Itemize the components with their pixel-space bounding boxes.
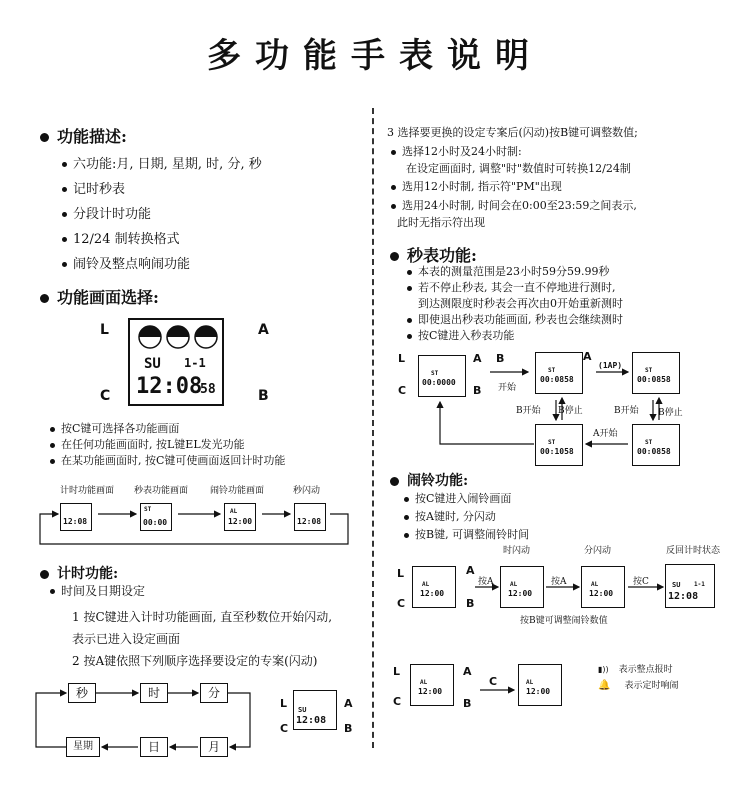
flow-label: 计时功能画面	[60, 486, 115, 496]
cycle-box-month: 月	[200, 737, 228, 757]
alarm-lcd: AL 12:00	[412, 566, 456, 608]
lcd-time: 12:08	[136, 374, 203, 399]
flow-label: 闹铃功能画面	[210, 486, 265, 496]
screen-select-notes	[50, 421, 285, 469]
mini-lcd: AL 12:00	[224, 503, 256, 531]
stopwatch-lcd-start: ST 00:0000	[418, 355, 466, 397]
start-label: 开始	[498, 383, 517, 393]
stopwatch-lcd-running: ST 00:0858	[535, 352, 583, 394]
cycle-box-hour: 时	[140, 683, 168, 703]
alarm-legend: 🔔 表示定时响闹	[598, 680, 679, 691]
list-item: 按C键进入秒表功能	[407, 328, 623, 344]
mini-lcd: SU 12:08	[293, 690, 337, 730]
button-c-label: C	[100, 388, 111, 404]
button-a-label: A	[473, 352, 482, 365]
list-item: 本表的测量范围是23小时59分59.99秒	[407, 264, 623, 280]
stage-label: 分闪动	[584, 546, 612, 556]
timing-heading: 计时功能:	[40, 563, 118, 583]
button-c-label: C	[489, 675, 498, 688]
chime-icon: ▮))	[598, 665, 609, 674]
list-item: 六功能:月, 日期, 星期, 时, 分, 秒	[62, 152, 262, 177]
stopwatch-arrows-icon	[400, 350, 700, 470]
list-item: 分段计时功能	[62, 202, 262, 227]
stage-label: 反回计时状态	[666, 546, 721, 556]
b-start-label: B开始	[614, 406, 639, 416]
button-b-label: B	[496, 352, 505, 365]
button-c-label: C	[393, 695, 402, 708]
alarm-lcd-off: AL 12:00	[410, 664, 454, 706]
setting-line: 此时无指示符出现	[397, 216, 485, 229]
features-heading: 功能描述:	[40, 124, 127, 147]
setting-line: 在设定画面时, 调整"时"数值时可转换12/24制	[406, 162, 631, 175]
press-a-label: 按A	[478, 577, 494, 587]
button-a-label: A	[583, 350, 592, 363]
list-item: 选用24小时制, 时间会在0:00至23:59之间表示,	[391, 197, 637, 213]
flow-arrows-icon	[40, 500, 370, 550]
mini-lcd: 12:08	[60, 503, 92, 531]
watch-lcd	[128, 318, 224, 406]
alarm-list	[404, 490, 529, 544]
alarm-arrows-icon	[440, 570, 720, 610]
alarm-lcd-on: AL 12:00	[518, 664, 562, 706]
alarm-lcd-minute: AL 12:00	[581, 566, 625, 608]
chime-legend: ▮)) 表示整点报时	[598, 665, 673, 675]
list-item: 按C键可选择各功能画面	[50, 421, 285, 437]
list-item: 闹铃及整点响闹功能	[62, 252, 262, 277]
list-item: 按A键时, 分闪动	[404, 508, 529, 526]
button-a-label: A	[463, 665, 472, 678]
a-start-label: A开始	[593, 429, 618, 439]
screen-select-heading: 功能画面选择:	[40, 285, 159, 308]
bullet-icon	[40, 133, 49, 142]
stopwatch-lcd-split: ST 00:0858	[632, 424, 680, 466]
lcd-seconds: 58	[200, 382, 216, 397]
list-item: 选用12小时制, 指示符"PM"出现	[391, 178, 562, 194]
list-item: 在任何功能画面时, 按L键EL发光功能	[50, 437, 285, 453]
list-item: 12/24 制转换格式	[62, 227, 262, 252]
alarm-lcd-hour: AL 12:00	[500, 566, 544, 608]
b-start-label: B开始	[516, 406, 541, 416]
timing-step2: 2 按A键依照下列顺序选择要设定的专案(闪动)	[72, 654, 318, 668]
button-c-label: C	[397, 597, 406, 610]
button-b-label: B	[466, 597, 475, 610]
button-a-label: A	[344, 697, 353, 710]
button-b-label: B	[258, 388, 269, 404]
button-l-label: L	[393, 665, 401, 678]
features-list	[62, 152, 262, 277]
timing-sub: 时间及日期设定	[50, 582, 145, 599]
indicator-segments-icon	[132, 322, 224, 352]
timing-step1: 1 按C键进入计时功能画面, 直至秒数位开始闪动,	[72, 610, 333, 624]
button-l-label: L	[397, 567, 405, 580]
page-title: 多功能手表说明	[207, 36, 543, 76]
button-c-label: C	[398, 384, 407, 397]
cycle-arrows-icon	[36, 690, 266, 760]
press-c-label: 按C	[633, 577, 649, 587]
cycle-box-date: 日	[140, 737, 168, 757]
button-b-label: B	[463, 697, 472, 710]
stopwatch-heading: 秒表功能:	[390, 243, 477, 266]
list-item: 即使退出秒表功能画面, 秒表也会继续测时	[407, 312, 623, 328]
b-stop-label: B停止	[658, 408, 683, 418]
stage-label: 时闪动	[503, 546, 531, 556]
button-l-label: L	[398, 352, 406, 365]
adjust-label: 按B键可调整闹铃数值	[520, 616, 608, 626]
bullet-icon	[40, 294, 49, 303]
timing-step1b: 表示已进入设定画面	[72, 632, 181, 646]
setting-step3: 3 选择要更换的设定专案后(闪动)按B键可调整数值;	[387, 126, 638, 139]
list-item: 按B键, 可调整闹铃时间	[404, 526, 529, 544]
flow-label: 秒表功能画面	[134, 486, 189, 496]
button-b-label: B	[473, 384, 482, 397]
press-a-label: 按A	[551, 577, 567, 587]
list-item: 若不停止秒表, 其会一直不停地进行测时,	[407, 280, 623, 296]
button-a-label: A	[258, 322, 269, 338]
stopwatch-lcd-stopped: ST 00:1058	[535, 424, 583, 466]
bell-icon: 🔔	[598, 680, 611, 691]
cycle-box-minute: 分	[200, 683, 228, 703]
list-item: 在某功能画面时, 按C键可使画面返回计时功能	[50, 453, 285, 469]
column-divider	[372, 108, 374, 748]
stopwatch-lcd-lap: ST 00:0858	[632, 352, 680, 394]
button-b-label: B	[344, 722, 353, 735]
list-item: 到达测限度时秒表会再次由0开始重新测时	[418, 297, 623, 310]
list-item: 记时秒表	[62, 177, 262, 202]
cycle-box-weekday: 星期	[66, 737, 100, 757]
b-stop-label: B停止	[558, 406, 583, 416]
alarm-heading: 闹铃功能:	[390, 470, 468, 490]
button-l-label: L	[280, 697, 288, 710]
list-item: 选择12小时及24小时制:	[391, 143, 522, 159]
button-l-label: L	[100, 322, 109, 338]
toggle-arrow-icon	[480, 682, 540, 702]
list-item: 按C键进入闹铃画面	[404, 490, 529, 508]
lcd-day: SU	[144, 356, 161, 372]
mini-lcd: 12:08	[294, 503, 326, 531]
alarm-lcd-back: SU 1-1 12:08	[665, 564, 715, 608]
button-c-label: C	[280, 722, 289, 735]
button-a-label: A	[466, 564, 475, 577]
cycle-box-seconds: 秒	[68, 683, 96, 703]
lcd-date: 1-1	[184, 356, 206, 370]
flow-label: 秒闪动	[293, 486, 321, 496]
lap-label: (1AP)	[598, 361, 623, 370]
mini-lcd: ST 00:00	[140, 503, 172, 531]
stopwatch-list	[407, 264, 623, 344]
